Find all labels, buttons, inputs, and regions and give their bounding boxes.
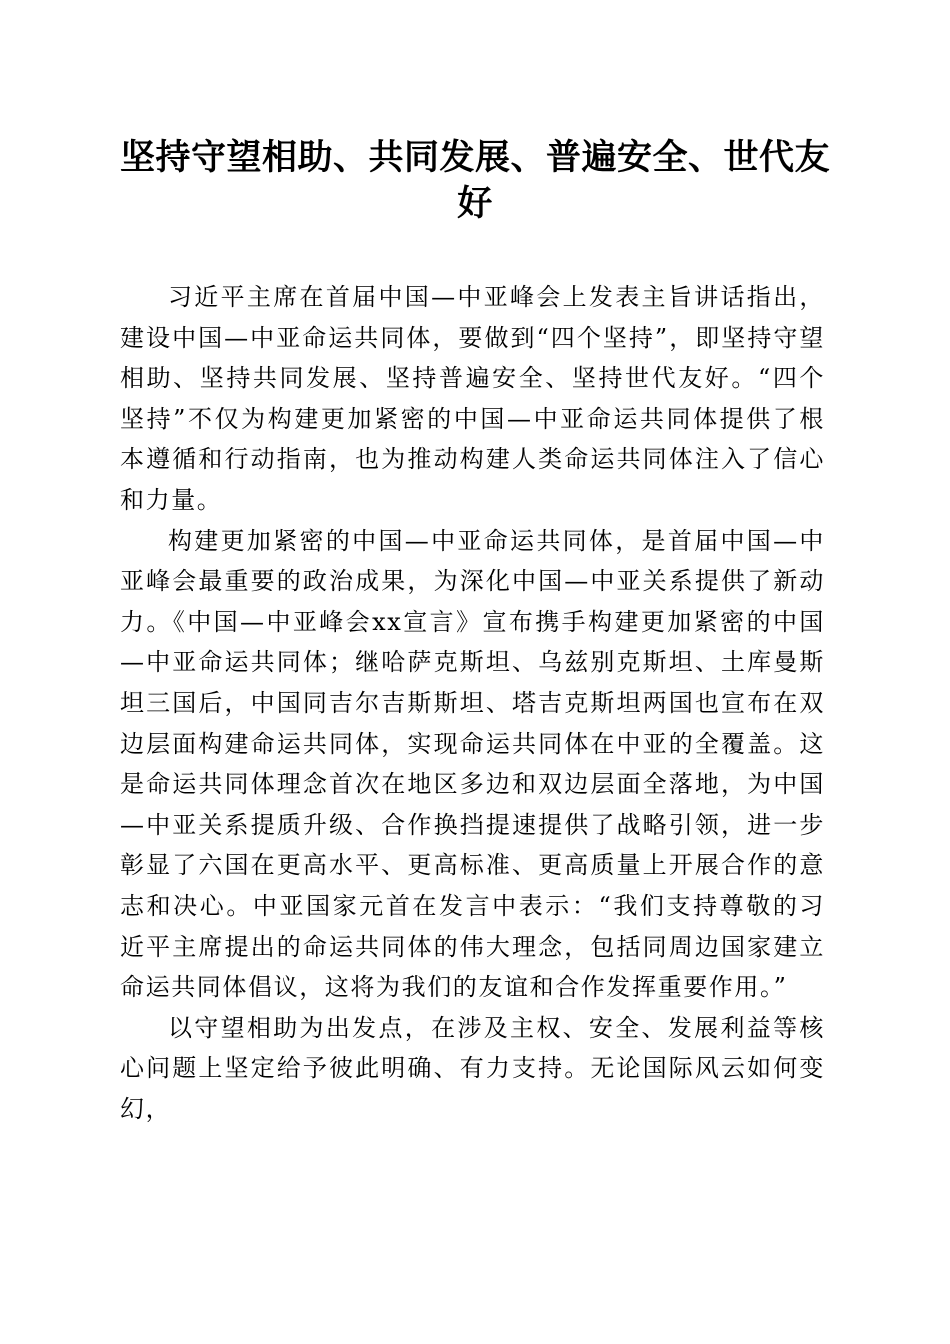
document-title: 坚持守望相助、共同发展、普遍安全、世代友好 <box>119 137 830 224</box>
document-body <box>120 277 825 1129</box>
paragraph-1: 习近平主席在首届中国—中亚峰会上发表主旨讲话指出，建设中国—中亚命运共同体，要做到“四个坚持”，即坚持守望相助、坚持共同发展、坚持普遍安全、坚持世代友好。“四个坚持”不仅为构建更加紧密的中国—中亚命运共同体提供了根本遵循和行动指南，也为推动构建人类命运共同体注入了信心和力量。 <box>120 283 825 514</box>
paragraph-3: 以守望相助为出发点，在涉及主权、安全、发展利益等核心问题上坚定给予彼此明确、有力支持。无论国际风云如何变幻， <box>120 1013 825 1123</box>
paragraph-2: 构建更加紧密的中国—中亚命运共同体，是首届中国—中亚峰会最重要的政治成果，为深化中国—中亚关系提供了新动力。《中国—中亚峰会xx宣言》宣布携手构建更加紧密的中国—中亚命运共同体；继哈萨克斯坦、乌兹别克斯坦、土库曼斯坦三国后，中国同吉尔吉斯斯坦、塔吉克斯坦两国也宣布在双边层面构建命运共同体，实现命运共同体在中亚的全覆盖。这是命运共同体理念首次在地区多边和双边层面全落地，为中国—中亚关系提质升级、合作换挡提速提供了战略引领，进一步彰显了六国在更高水平、更高标准、更高质量上开展合作的意志和决心。中亚国家元首在发言中表示：“我们支持尊敬的习近平主席提出的命运共同体的伟大理念，包括同周边国家建立命运共同体倡议，这将为我们的友谊和合作发挥重要作用。” <box>120 526 825 1002</box>
